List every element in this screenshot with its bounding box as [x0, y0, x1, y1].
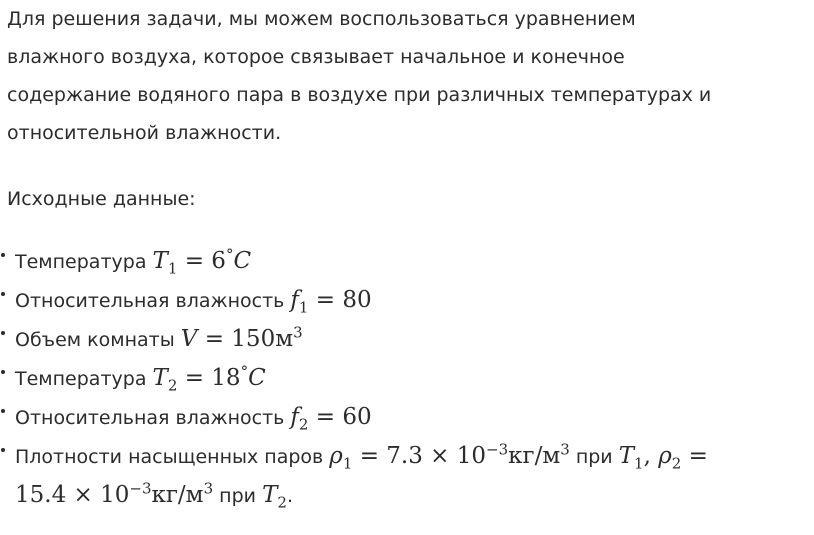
formula-rho1: $\rho_1 = 7.3 \times 10^{-3}кг/м^3$ [329, 440, 570, 473]
list-item-density [7, 437, 807, 515]
item-label: Температура [15, 368, 147, 390]
formula-t1-rho2: $T_1$, $\rho_2$ = [618, 443, 708, 473]
intro-line-2: влажного воздуха, которое связывает начальное и конечное [7, 46, 625, 68]
intro-line-4: относительной влажности. [7, 122, 282, 144]
item-label: Температура [15, 251, 147, 273]
pri-word: при [219, 485, 257, 507]
intro-paragraph [7, 0, 807, 152]
list-item-f1 [7, 281, 807, 320]
given-data-list [7, 242, 807, 515]
list-item-f2 [7, 398, 807, 437]
section-heading: Исходные данные: [7, 188, 196, 210]
formula-t2-ref: $T_2$ [262, 482, 287, 512]
intro-line-1: Для решения задачи, мы можем воспользоваться уравнением [7, 8, 636, 30]
item-label: Относительная влажность [15, 407, 285, 429]
item-label: Относительная влажность [15, 290, 285, 312]
item-label: Объем комнаты [15, 329, 175, 351]
density-continuation: $15.4 \times 10^{-3}кг/м^3$ при $T_2$. [15, 479, 293, 512]
pri-word: при [575, 446, 613, 468]
formula-t2: $T_2 = 18^\circ C$ [152, 362, 266, 395]
list-item-t2 [7, 359, 807, 398]
formula-rho2-value: $15.4 \times 10^{-3}кг/м^3$ [15, 479, 214, 508]
item-label: Плотности насыщенных паров [15, 446, 324, 468]
formula-f1: $f_1 = 80$ [290, 287, 372, 317]
answer-content [7, 0, 807, 515]
intro-line-3: содержание водяного пара в воздухе при различных температурах и [7, 84, 712, 106]
list-item-t1 [7, 242, 807, 281]
list-item-volume [7, 320, 807, 359]
formula-volume: $V = 150м^3$ [180, 323, 303, 352]
formula-t1: $T_1 = 6^\circ C$ [152, 245, 252, 278]
formula-f2: $f_2 = 60$ [290, 404, 372, 434]
